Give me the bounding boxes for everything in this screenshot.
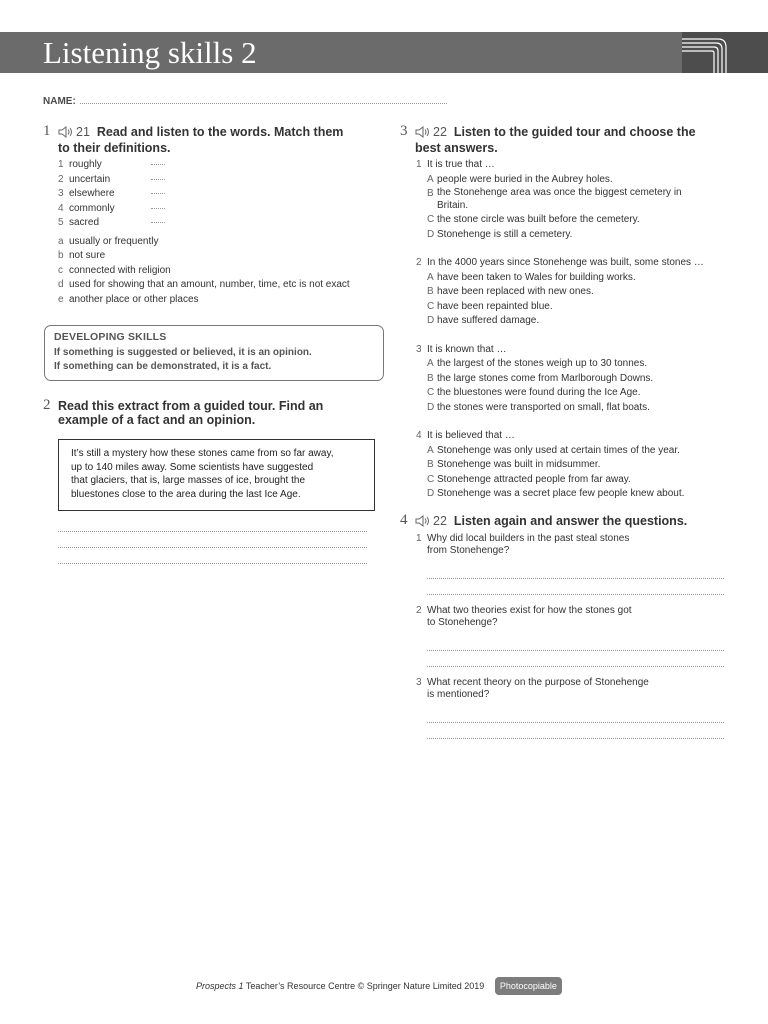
- audio-speaker-icon[interactable]: [415, 126, 431, 141]
- exercise-2: [43, 399, 368, 564]
- exercise-2-instruction: [43, 399, 368, 427]
- track-number: 22: [433, 513, 447, 528]
- footer-text: Teacher’s Resource Centre © Springer Nature Limited 2019: [243, 981, 485, 991]
- question-block: [400, 256, 730, 329]
- exercise-number: 2: [43, 397, 51, 413]
- question-stem: 1 Why did local builders in the past steal stones from Stonehenge?: [416, 532, 630, 556]
- exercise-1-instruction: [43, 125, 368, 155]
- answer-option[interactable]: B the large stones come from Marlborough Downs.: [427, 372, 654, 384]
- exercise-3-instruction: [400, 125, 730, 155]
- extract-box: [58, 439, 375, 511]
- instruction-text: best answers.: [415, 141, 498, 155]
- definition-item: c connected with religion: [58, 264, 171, 276]
- definition-item: e another place or other places: [58, 293, 199, 305]
- answer-option[interactable]: C have been repainted blue.: [427, 300, 553, 312]
- answer-blank[interactable]: [151, 222, 165, 223]
- word-item: 3 elsewhere: [43, 187, 368, 202]
- answer-line[interactable]: [427, 594, 724, 595]
- name-field[interactable]: [80, 103, 447, 104]
- answer-blank[interactable]: [151, 179, 165, 180]
- word-item: 2 uncertain: [43, 173, 368, 188]
- answer-line[interactable]: [58, 563, 367, 564]
- answer-option[interactable]: A Stonehenge was only used at certain times of the year.: [427, 444, 680, 456]
- question-block: [400, 158, 730, 242]
- exercise-number: 4: [400, 511, 408, 528]
- question-stem: 1 It is true that …: [416, 159, 495, 170]
- skills-tip: If something can be demonstrated, it is a fact.: [54, 361, 272, 372]
- question-stem: 2 In the 4000 years since Stonehenge was built, some stones …: [416, 257, 704, 268]
- question-block: [400, 677, 730, 739]
- answer-option[interactable]: C Stonehenge attracted people from far away.: [427, 473, 631, 485]
- word-item: 1 roughly: [43, 158, 368, 173]
- logo-lines-icon: [682, 32, 768, 73]
- instruction-text: Listen again and answer the questions.: [453, 513, 688, 528]
- publisher-logo: [682, 32, 768, 73]
- answer-blank[interactable]: [151, 208, 165, 209]
- word-item: 4 commonly: [43, 202, 368, 217]
- book-title: Prospects 1: [196, 981, 244, 991]
- instruction-text: example of a fact and an opinion.: [58, 413, 256, 427]
- right-column: [400, 125, 730, 739]
- skills-tip: If something is suggested or believed, it is an opinion.: [54, 347, 312, 358]
- answer-lines: [427, 578, 724, 595]
- audio-speaker-icon[interactable]: [415, 515, 431, 530]
- extract-line: up to 140 miles away. Some scientists have suggested: [71, 461, 314, 473]
- exercise-4: [400, 511, 730, 739]
- title-banner: [0, 32, 768, 73]
- answer-option[interactable]: C the stone circle was built before the cemetery.: [427, 214, 640, 225]
- answer-option[interactable]: B Stonehenge was built in midsummer.: [427, 459, 601, 470]
- instruction-text: to their definitions.: [58, 141, 171, 155]
- question-stem: 4 It is believed that …: [416, 430, 515, 441]
- definition-item: d used for showing that an amount, number, time, etc is not exact: [58, 279, 350, 290]
- track-number: 22: [433, 125, 447, 139]
- answer-line[interactable]: [427, 666, 724, 667]
- exercise-4-instruction: [400, 511, 730, 530]
- answer-line[interactable]: [58, 547, 367, 548]
- answer-option[interactable]: D Stonehenge was a secret place few people knew about.: [427, 488, 685, 499]
- definition-list: [43, 235, 368, 308]
- extract-line: bluestones close to the area during the last Ice Age.: [71, 488, 301, 500]
- answer-line[interactable]: [58, 531, 367, 532]
- question-stem: 3 It is known that …: [416, 343, 507, 355]
- photocopiable-badge: Photocopiable: [495, 977, 562, 995]
- extract-line: that glaciers, that is, large masses of ice, brought the: [71, 475, 306, 486]
- word-item: 5 sacred: [43, 216, 368, 231]
- answer-option[interactable]: A people were buried in the Aubrey holes.: [427, 173, 613, 185]
- answer-lines: [58, 531, 367, 564]
- exercise-1: [43, 125, 368, 307]
- answer-option[interactable]: D the stones were transported on small, flat boats.: [427, 401, 650, 413]
- definition-item: b not sure: [58, 250, 106, 261]
- instruction-text: Read this extract from a guided tour. Find an: [58, 399, 324, 413]
- question-block: [400, 429, 730, 502]
- definition-item: a usually or frequently: [58, 235, 159, 247]
- question-block: [400, 533, 730, 595]
- extract-line: It’s still a mystery how these stones came from so far away,: [71, 448, 334, 459]
- word-list: [43, 158, 368, 231]
- developing-skills-box: [44, 325, 384, 381]
- left-column: [43, 125, 368, 564]
- skills-title: DEVELOPING SKILLS: [54, 331, 167, 343]
- exercise-number: 1: [43, 123, 51, 139]
- answer-option[interactable]: B the Stonehenge area was once the biggest cemetery in Britain.: [427, 187, 682, 211]
- name-label: NAME:: [43, 96, 76, 107]
- answer-option[interactable]: A the largest of the stones weigh up to 30 tonnes.: [427, 358, 648, 369]
- answer-lines: [427, 722, 724, 739]
- answer-option[interactable]: A have been taken to Wales for building works.: [427, 271, 636, 283]
- question-stem: 3 What recent theory on the purpose of Stonehenge is mentioned?: [416, 676, 649, 700]
- page-title: Listening skills 2: [43, 35, 257, 70]
- question-block: [400, 605, 730, 667]
- question-block: [400, 343, 730, 416]
- exercise-number: 3: [400, 123, 408, 139]
- answer-line[interactable]: [427, 578, 724, 579]
- answer-option[interactable]: B have been replaced with new ones.: [427, 286, 594, 297]
- answer-blank[interactable]: [151, 164, 165, 165]
- answer-line[interactable]: [427, 738, 724, 739]
- instruction-text: Read and listen to the words. Match them: [96, 125, 344, 139]
- audio-speaker-icon[interactable]: [58, 126, 74, 141]
- instruction-text: Listen to the guided tour and choose the: [453, 125, 696, 139]
- page-footer: [196, 977, 562, 995]
- answer-option[interactable]: D have suffered damage.: [427, 315, 540, 326]
- answer-blank[interactable]: [151, 193, 165, 194]
- answer-option[interactable]: C the bluestones were found during the Ice Age.: [427, 387, 641, 398]
- answer-lines: [427, 650, 724, 667]
- answer-option[interactable]: D Stonehenge is still a cemetery.: [427, 228, 573, 240]
- answer-line[interactable]: [427, 722, 724, 723]
- answer-line[interactable]: [427, 650, 724, 651]
- track-number: 21: [76, 125, 90, 139]
- question-stem: 2 What two theories exist for how the stones got to Stonehenge?: [416, 604, 632, 628]
- exercise-3: [400, 125, 730, 502]
